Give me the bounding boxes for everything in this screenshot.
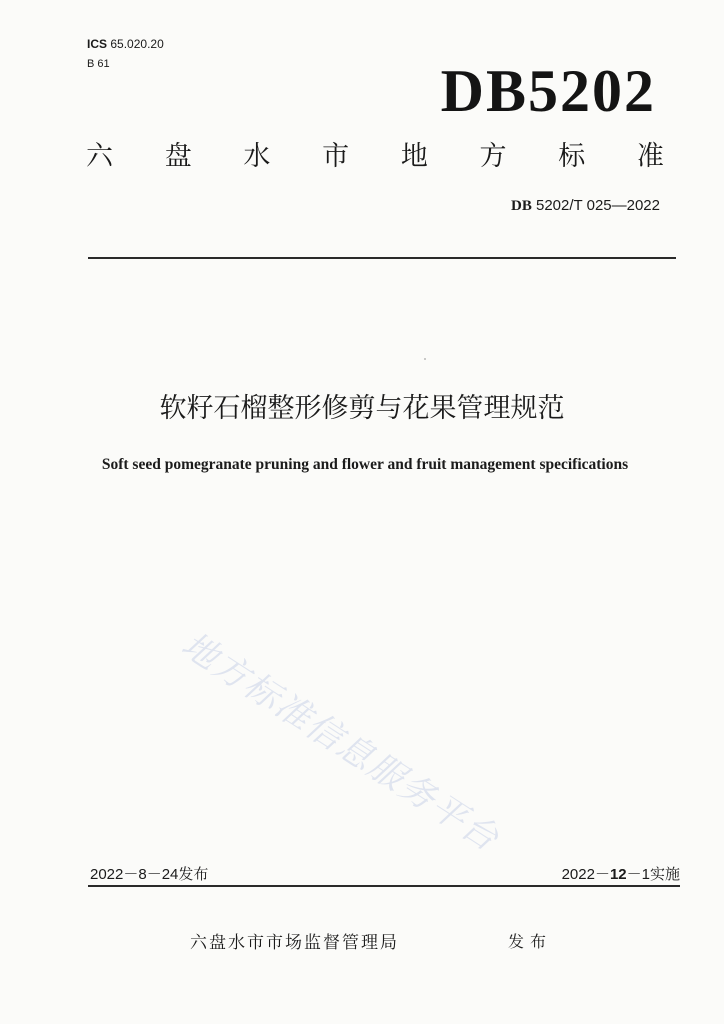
standard-type-char: 标 — [558, 141, 586, 172]
standard-number-value: 5202/T 025—2022 — [536, 197, 660, 214]
publish-date — [90, 866, 208, 884]
standard-type-title — [86, 140, 664, 174]
issue-label: 发布 — [508, 932, 553, 951]
implementation-date-month: 12 — [609, 866, 627, 883]
footer-divider — [88, 885, 680, 887]
publish-date-word: 发布 — [178, 866, 209, 883]
document-title-chinese: 软籽石榴整形修剪与花果管理规范 — [159, 393, 565, 424]
header-divider — [88, 257, 676, 259]
standard-number — [511, 197, 660, 215]
standard-type-char: 盘 — [164, 141, 192, 172]
implementation-date-year: 2022－ — [561, 866, 610, 883]
standard-type-char: 水 — [243, 141, 271, 172]
standard-code-large: DB5202 — [440, 58, 656, 124]
publish-date-value: 2022－8－24 — [90, 866, 179, 883]
issuing-authority: 六盘水市市场监督管理局 — [190, 933, 399, 953]
implementation-date-day: －1 — [626, 866, 650, 883]
ics-number: 65.020.20 — [110, 37, 164, 51]
standard-type-char: 方 — [479, 141, 507, 172]
scan-speck — [424, 358, 426, 360]
ics-label: ICS — [87, 37, 108, 51]
standard-number-prefix: DB — [510, 198, 532, 214]
implementation-date-word: 实施 — [649, 866, 680, 883]
standard-type-char: 地 — [400, 141, 428, 172]
implementation-date — [562, 866, 680, 884]
document-title-english: Soft seed pomegranate pruning and flower and fruit management specifications — [101, 456, 629, 473]
standard-type-char: 六 — [86, 141, 113, 172]
standard-type-char: 市 — [322, 141, 350, 172]
classification-code: B 61 — [87, 58, 110, 70]
watermark: 地方标准信息服务平台 — [174, 625, 507, 861]
ics-code — [87, 37, 164, 51]
standard-type-char: 准 — [636, 141, 664, 172]
